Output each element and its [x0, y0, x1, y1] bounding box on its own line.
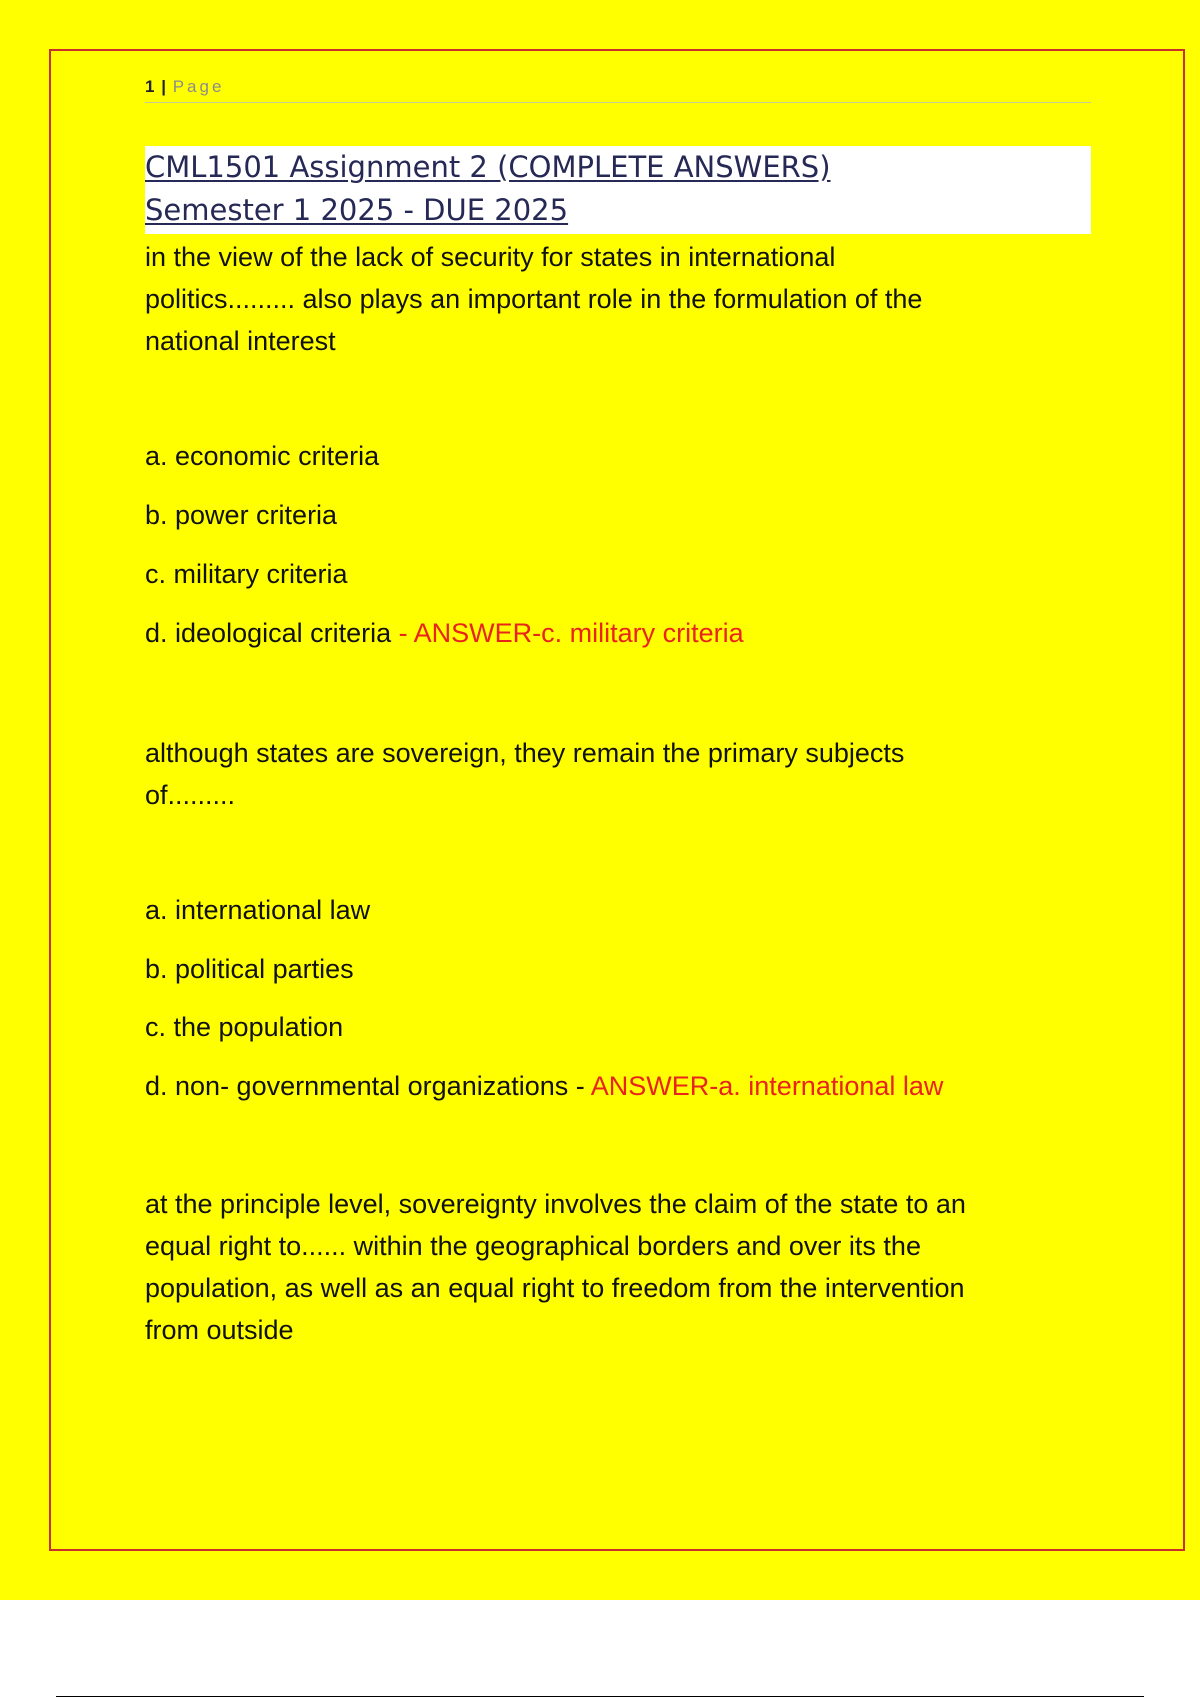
question-2-option-a: a. international law	[145, 895, 371, 925]
question-1-answer: - ANSWER-c. military criteria	[391, 618, 744, 648]
question-1-option-c: c. military criteria	[145, 559, 348, 589]
bottom-divider	[56, 1696, 1144, 1697]
question-1-line-3: national interest	[145, 326, 336, 356]
question-1-options-d	[145, 615, 1085, 651]
title-line-1: CML1501 Assignment 2 (COMPLETE ANSWERS)	[145, 150, 831, 184]
question-1-line-2: politics......... also plays an important role in the formulation of the	[145, 284, 923, 314]
question-2-answer: ANSWER-a. international law	[590, 1071, 944, 1101]
question-1-options	[145, 438, 1085, 474]
question-2-option-b: b. political parties	[145, 954, 354, 984]
question-1-option-b: b. power criteria	[145, 500, 338, 530]
question-2-line-2: of.........	[145, 780, 236, 810]
question-3-line-1: at the principle level, sovereignty involves the claim of the state to an	[145, 1189, 966, 1219]
question-2-option-d: d. non- governmental organizations -	[145, 1071, 591, 1101]
question-2-option-c: c. the population	[145, 1012, 344, 1042]
page-header	[145, 74, 1091, 103]
question-2-option-d-row	[145, 1068, 1085, 1104]
question-2-options-a	[145, 892, 1085, 928]
document-title	[145, 146, 1091, 234]
question-1-line-1: in the view of the lack of security for states in international	[145, 242, 836, 272]
question-2	[145, 732, 1085, 816]
question-1-options-c	[145, 556, 1085, 592]
question-2-line-1: although states are sovereign, they remain the primary subjects	[145, 738, 905, 768]
question-3-line-3: population, as well as an equal right to freedom from the intervention	[145, 1273, 965, 1303]
question-1	[145, 236, 1085, 362]
page-separator: |	[161, 77, 166, 96]
question-3-line-4: from outside	[145, 1315, 294, 1345]
question-3	[145, 1183, 1085, 1351]
page-number: 1	[145, 77, 155, 96]
question-1-option-d: d. ideological criteria	[145, 618, 392, 648]
question-2-options-d	[145, 1068, 1085, 1104]
title-line-2: Semester 1 2025 - DUE 2025	[145, 193, 569, 227]
question-3-line-2: equal right to...... within the geographical borders and over its the	[145, 1231, 921, 1261]
question-1-option-d-row	[145, 615, 1085, 651]
question-1-option-a: a. economic criteria	[145, 441, 380, 471]
question-2-options-c	[145, 1009, 1085, 1045]
page-word: Page	[172, 77, 225, 96]
question-1-options-b	[145, 497, 1085, 533]
question-2-options-b	[145, 951, 1085, 987]
